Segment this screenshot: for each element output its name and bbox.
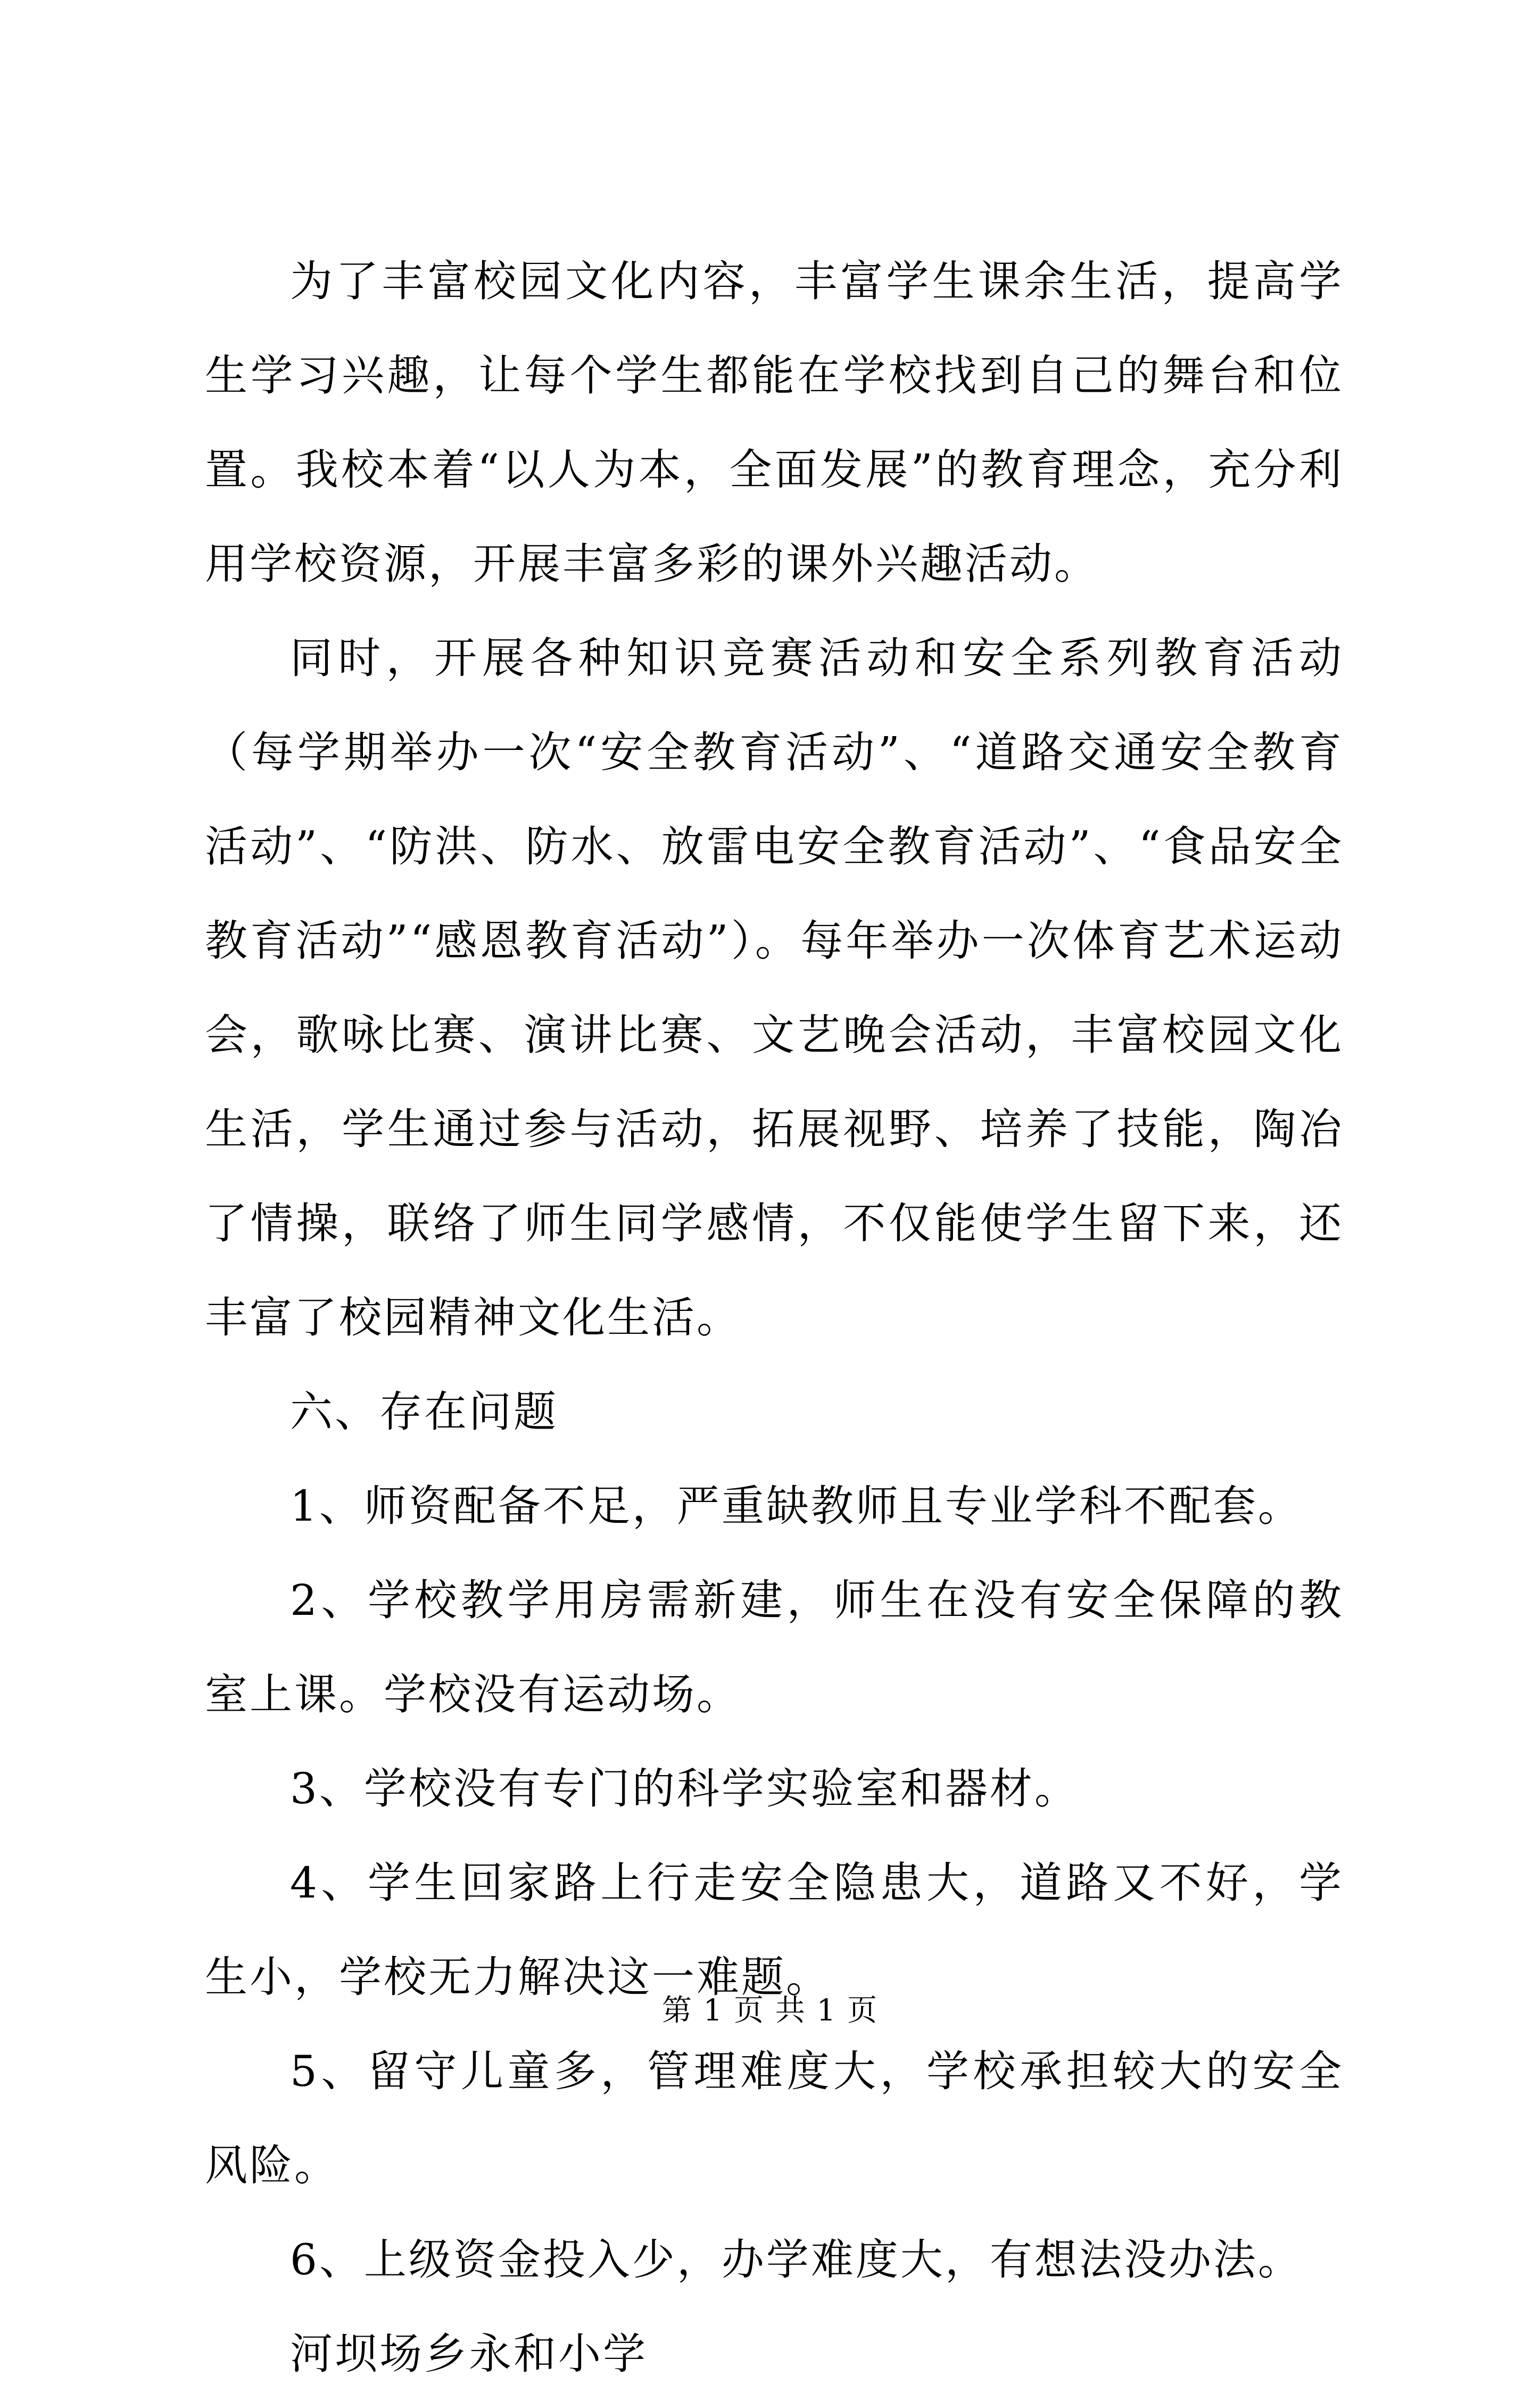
problem-item-3: 3、学校没有专门的科学实验室和器材。 bbox=[290, 1764, 1079, 1813]
paragraph-cultural-activities: 为了丰富校园文化内容，丰富学生课余生活，提高学生学习兴趣，让每个学生都能在学校找到自己的舞台和位置。我校本着“以人为本，全面发展”的教育理念，充分利用学校资源，开展丰富多彩的课外兴趣活动。 bbox=[205, 257, 1344, 589]
problem-item-2: 2、学校教学用房需新建，师生在没有安全保障的教室上课。学校没有运动场。 bbox=[205, 1575, 1344, 1719]
problem-item-4: 4、学生回家路上行走安全隐患大，道路又不好，学生小，学校无力解决这一难题。 bbox=[205, 1858, 1344, 2002]
problem-item-6: 6、上级资金投入少，办学难度大，有想法没办法。 bbox=[290, 2235, 1303, 2284]
problem-item-1: 1、师资配备不足，严重缺教师且专业学科不配套。 bbox=[290, 1481, 1303, 1531]
page-footer: 第 1 页 共 1 页 bbox=[661, 1993, 879, 2028]
paragraph-safety-education: 同时，开展各种知识竞赛活动和安全系列教育活动（每学期举办一次“安全教育活动”、“道路交通安全教育活动”、“防洪、防水、放雷电安全教育活动”、“食品安全教育活动”“感恩教育活动”）。每年举办一次体育艺术运动会，歌咏比赛、演讲比赛、文艺晚会活动，丰富校园文化生活，学生通过参与活动，拓展视野、培养了技能，陶冶了情操，联络了师生同学感情，不仅能使学生留下来，还丰富了校园精神文化生活。 bbox=[205, 633, 1344, 1342]
problem-item-5: 5、留守儿童多，管理难度大，学校承担较大的安全风险。 bbox=[205, 2047, 1344, 2190]
signature-school-name: 河坝场乡永和小学 bbox=[290, 2329, 648, 2379]
section-heading-problems: 六、存在问题 bbox=[290, 1387, 558, 1437]
document-body bbox=[205, 234, 1344, 2401]
